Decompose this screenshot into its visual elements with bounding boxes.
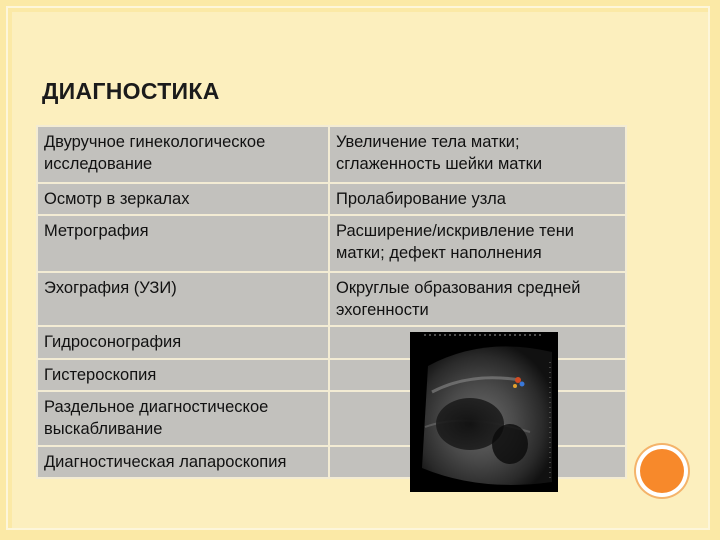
table-row xyxy=(37,272,626,326)
finding-cell: Округлые образования средней эхогенности xyxy=(329,272,626,326)
decorative-circle xyxy=(640,449,684,493)
method-cell: Метрография xyxy=(37,215,329,272)
method-cell: Двуручное гинекологическое исследование xyxy=(37,126,329,183)
method-cell: Гидросонография xyxy=(37,326,329,359)
finding-cell: Расширение/искривление тени матки; дефект наполнения xyxy=(329,215,626,272)
finding-cell: Пролабирование узла xyxy=(329,183,626,215)
table-row xyxy=(37,215,626,272)
ultrasound-scan-graphic xyxy=(410,332,558,492)
method-cell: Эхография (УЗИ) xyxy=(37,272,329,326)
method-cell: Осмотр в зеркалах xyxy=(37,183,329,215)
slide-title: ДИАГНОСТИКА xyxy=(42,78,220,104)
ultrasound-image xyxy=(410,332,558,492)
finding-cell: Увеличение тела матки; сглаженность шейки матки xyxy=(329,126,626,183)
method-cell: Гистероскопия xyxy=(37,359,329,391)
method-cell: Диагностическая лапароскопия xyxy=(37,446,329,478)
table-row xyxy=(37,126,626,183)
table-row xyxy=(37,183,626,215)
method-cell: Раздельное диагностическое выскабливание xyxy=(37,391,329,446)
